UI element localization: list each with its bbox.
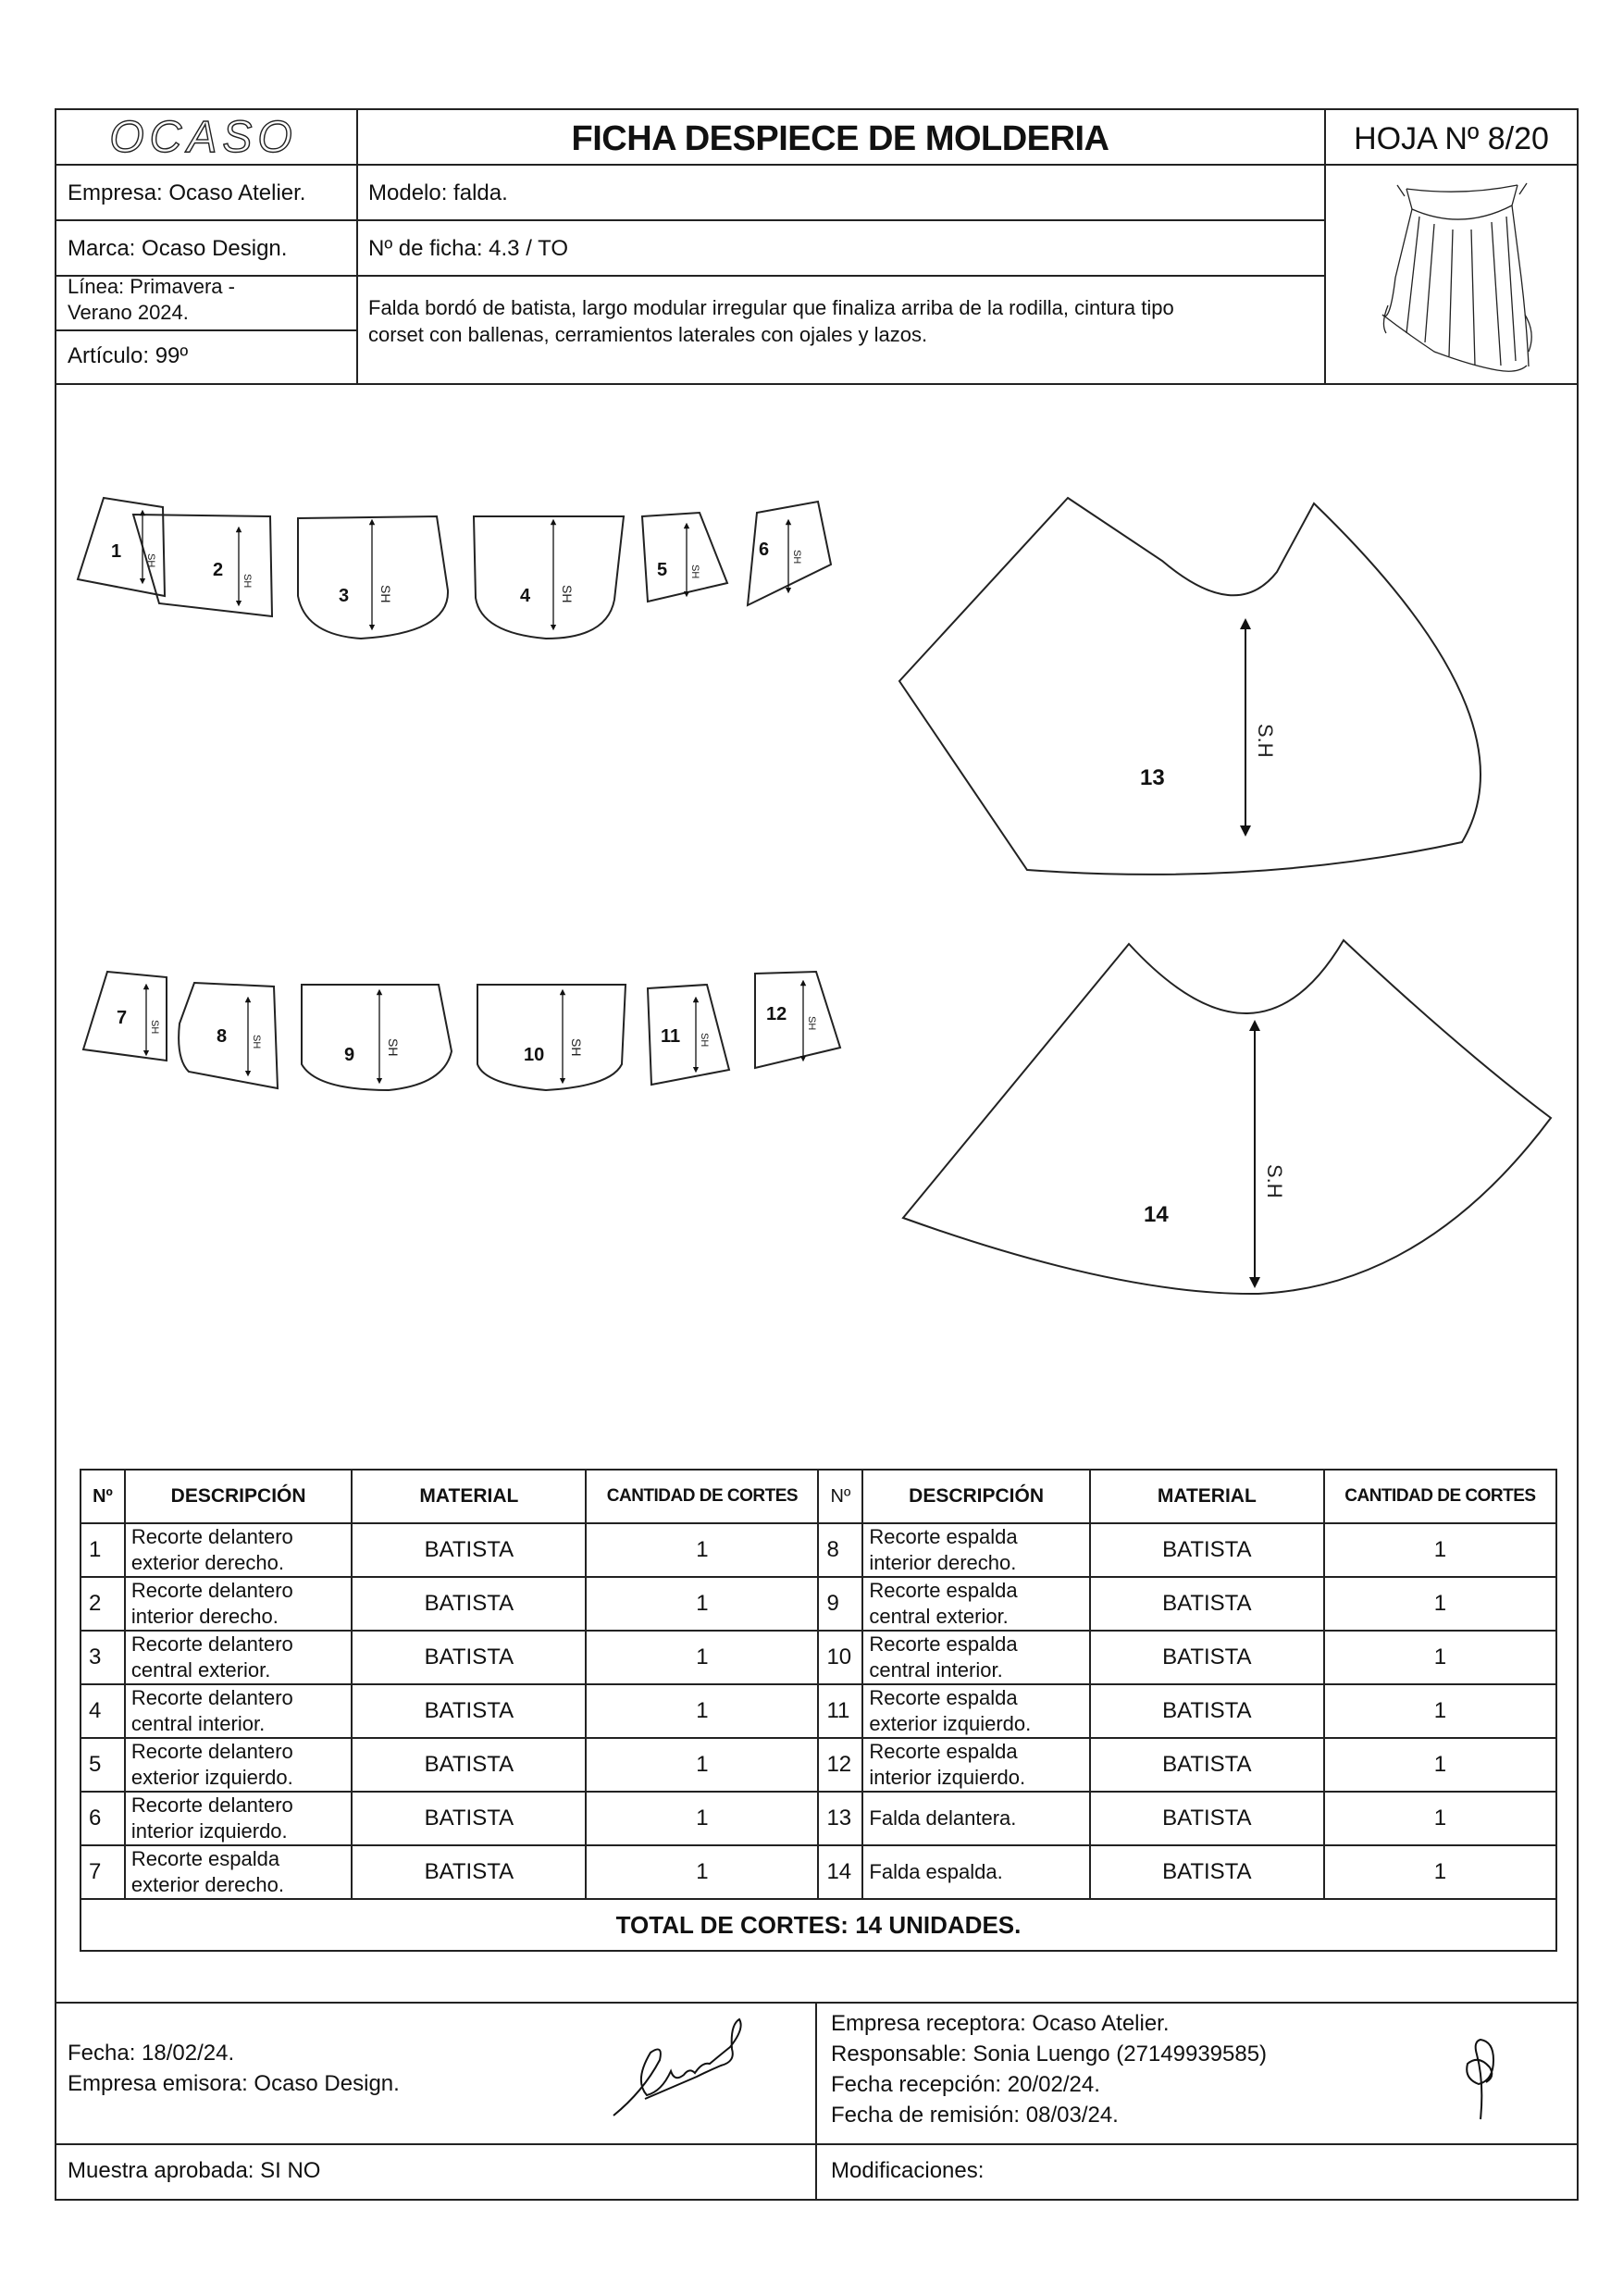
footer-col-divider (815, 2002, 817, 2201)
col-header-qty: CANTIDAD DE CORTES (586, 1470, 818, 1523)
grain-label: SH (378, 585, 393, 603)
row-number: 6 (81, 1792, 125, 1845)
description-line: interior izquierdo. (869, 1766, 1026, 1789)
piece-number: 2 (213, 560, 224, 580)
piece-number: 1 (111, 541, 122, 562)
empresa-label: Empresa: (68, 180, 163, 205)
grain-label: SH (560, 585, 575, 603)
piece-number: 8 (217, 1026, 228, 1047)
linea-value-1: Primavera - (130, 275, 235, 298)
row-number: 7 (81, 1845, 125, 1899)
table-row (81, 1577, 1556, 1631)
piece-number: 14 (1144, 1202, 1169, 1227)
description-line: Recorte espalda (869, 1525, 1018, 1548)
table-row (81, 1792, 1556, 1845)
row-number: 10 (818, 1631, 862, 1684)
description-line: central interior. (130, 1712, 266, 1735)
description-line: Recorte delantero (130, 1579, 293, 1602)
description-cell (862, 1684, 1089, 1738)
quantity-cell: 1 (586, 1577, 818, 1631)
description-line: Recorte espalda (869, 1579, 1018, 1602)
row-number: 14 (818, 1845, 862, 1899)
material-cell: BATISTA (352, 1845, 586, 1899)
col-header-desc: DESCRIPCIÓN (862, 1470, 1089, 1523)
row-number: 3 (81, 1631, 125, 1684)
col-header-num: Nº (81, 1470, 125, 1523)
parts-table (80, 1469, 1557, 1952)
row-number: 1 (81, 1523, 125, 1577)
piece-4 (474, 516, 624, 639)
header-divider (55, 164, 1579, 166)
description-line: exterior derecho. (130, 1551, 284, 1574)
quantity-cell: 1 (586, 1792, 818, 1845)
receiver-signature (1453, 2027, 1518, 2128)
description-cell (862, 1792, 1089, 1845)
material-cell: BATISTA (352, 1792, 586, 1845)
description-cell (125, 1631, 352, 1684)
quantity-cell: 1 (1324, 1523, 1556, 1577)
description-cell (125, 1523, 352, 1577)
material-cell: BATISTA (352, 1523, 586, 1577)
marca-label: Marca: (68, 236, 136, 261)
piece-3 (298, 516, 448, 639)
grain-label-large: S.H (1254, 724, 1277, 758)
material-cell: BATISTA (1090, 1631, 1324, 1684)
piece-number: 11 (661, 1026, 681, 1047)
quantity-cell: 1 (1324, 1792, 1556, 1845)
linea-label: Línea: (68, 275, 125, 298)
description-cell (862, 1631, 1089, 1684)
grain-label: SH (699, 1033, 710, 1048)
material-cell: BATISTA (1090, 1845, 1324, 1899)
description-line: interior derecho. (869, 1551, 1017, 1574)
description-line: central interior. (869, 1658, 1003, 1682)
row-number: 8 (818, 1523, 862, 1577)
description-line: Recorte delantero (130, 1686, 293, 1709)
piece-10 (477, 985, 626, 1090)
row-number: 4 (81, 1684, 125, 1738)
grain-label: SH (145, 553, 156, 568)
piece-number: 6 (759, 540, 770, 560)
piece-number: 12 (766, 1004, 787, 1024)
description-line-1: Falda bordó de batista, largo modular irregular que finaliza arriba de la rodilla, cintura tipo (368, 296, 1174, 319)
receiver-block (831, 2008, 1267, 2130)
piece-number: 10 (524, 1045, 545, 1065)
quantity-cell: 1 (586, 1523, 818, 1577)
description-line: Recorte espalda (869, 1740, 1018, 1763)
linea-value-2: Verano 2024. (68, 301, 189, 324)
quantity-cell: 1 (1324, 1738, 1556, 1792)
row-number: 11 (818, 1684, 862, 1738)
grain-label: SH (569, 1038, 584, 1057)
ocaso-logo (93, 113, 315, 163)
issuer-block (68, 2038, 400, 2099)
quantity-cell: 1 (1324, 1577, 1556, 1631)
modelo-field: Modelo: falda. (368, 180, 508, 205)
material-cell: BATISTA (352, 1738, 586, 1792)
material-cell: BATISTA (1090, 1738, 1324, 1792)
row-number: 5 (81, 1738, 125, 1792)
total-cuts: TOTAL DE CORTES: 14 UNIDADES. (81, 1899, 1556, 1951)
grain-label: SH (689, 565, 700, 579)
description-line: Recorte espalda (130, 1847, 280, 1870)
marca-field (68, 235, 287, 263)
grain-label: SH (791, 550, 802, 565)
material-cell: BATISTA (1090, 1792, 1324, 1845)
quantity-cell: 1 (586, 1845, 818, 1899)
piece-number: 5 (657, 560, 668, 580)
description-cell (125, 1792, 352, 1845)
material-cell: BATISTA (352, 1577, 586, 1631)
piece-number: 4 (520, 586, 531, 606)
receiver-responsible: Responsable: Sonia Luengo (27149939585) (831, 2042, 1268, 2066)
row-number: 12 (818, 1738, 862, 1792)
grain-label: SH (242, 574, 253, 589)
description-cell (125, 1684, 352, 1738)
description-cell (862, 1845, 1089, 1899)
description-line: central exterior. (869, 1605, 1009, 1628)
material-cell: BATISTA (1090, 1523, 1324, 1577)
quantity-cell: 1 (586, 1738, 818, 1792)
material-cell: BATISTA (1090, 1684, 1324, 1738)
description-cell (862, 1738, 1089, 1792)
description-cell (125, 1577, 352, 1631)
col-header-material: MATERIAL (1090, 1470, 1324, 1523)
description-cell (862, 1523, 1089, 1577)
row-divider (55, 219, 1324, 221)
description-line: Recorte espalda (869, 1686, 1018, 1709)
description-line: interior derecho. (130, 1605, 279, 1628)
pattern-pieces-canvas (56, 385, 1579, 1458)
grain-label: SH (386, 1038, 401, 1057)
description-line: Recorte delantero (130, 1740, 293, 1763)
description-cell (125, 1738, 352, 1792)
quantity-cell: 1 (586, 1684, 818, 1738)
table-row (81, 1738, 1556, 1792)
grain-label: SH (149, 1020, 160, 1035)
description-line: Falda delantera. (869, 1806, 1017, 1830)
table-row (81, 1523, 1556, 1577)
table-row (81, 1684, 1556, 1738)
quantity-cell: 1 (586, 1631, 818, 1684)
piece-13 (899, 498, 1481, 875)
grain-label: SH (806, 1016, 817, 1031)
quantity-cell: 1 (1324, 1684, 1556, 1738)
quantity-cell: 1 (1324, 1845, 1556, 1899)
empresa-field (68, 180, 305, 207)
description-line-2: corset con ballenas, cerramientos laterales con ojales y lazos. (368, 323, 928, 346)
sheet-number: HOJA Nº 8/20 (1354, 121, 1549, 156)
material-cell: BATISTA (352, 1631, 586, 1684)
description-line: Recorte delantero (130, 1632, 293, 1656)
piece-number: 7 (117, 1008, 128, 1028)
description-cell (862, 1577, 1089, 1631)
receiver-company: Empresa receptora: Ocaso Atelier. (831, 2011, 1170, 2036)
issuer-signature (606, 2006, 754, 2127)
material-cell: BATISTA (352, 1684, 586, 1738)
piece-14 (903, 940, 1551, 1294)
description-cell (125, 1845, 352, 1899)
marca-value: Ocaso Design. (142, 236, 288, 261)
row-number: 2 (81, 1577, 125, 1631)
description-line: Recorte delantero (130, 1525, 293, 1548)
piece-number: 3 (339, 586, 350, 606)
description-line: exterior derecho. (130, 1873, 284, 1896)
linea-field (68, 274, 235, 326)
table-row (81, 1845, 1556, 1899)
row-number: 9 (818, 1577, 862, 1631)
row-divider (55, 275, 1324, 277)
material-cell: BATISTA (1090, 1577, 1324, 1631)
piece-5 (642, 513, 727, 602)
piece-9 (302, 985, 452, 1090)
description-line: interior izquierdo. (130, 1819, 288, 1843)
reception-date: Fecha recepción: 20/02/24. (831, 2072, 1100, 2097)
description-line: Recorte delantero (130, 1793, 293, 1817)
issue-date: Fecha: 18/02/24. (68, 2041, 235, 2066)
grain-label-large: S.H (1263, 1164, 1286, 1198)
table-row (81, 1631, 1556, 1684)
description-line: Recorte espalda (869, 1632, 1018, 1656)
description-line: central exterior. (130, 1658, 271, 1682)
svg-text:OCASO: OCASO (109, 113, 298, 162)
col-header-desc: DESCRIPCIÓN (125, 1470, 352, 1523)
piece-number: 13 (1140, 765, 1165, 790)
articulo-field: Artículo: 99º (68, 343, 189, 368)
description-line: Falda espalda. (869, 1860, 1003, 1883)
skirt-sketch-image (1379, 176, 1545, 379)
row-divider (55, 329, 356, 331)
description-line: exterior izquierdo. (869, 1712, 1032, 1735)
piece-number: 9 (344, 1045, 355, 1065)
row-number: 13 (818, 1792, 862, 1845)
col-header-qty: CANTIDAD DE CORTES (1324, 1470, 1556, 1523)
table-header-row (81, 1470, 1556, 1523)
description-field (368, 294, 1174, 348)
remission-date: Fecha de remisión: 08/03/24. (831, 2103, 1119, 2128)
col-header-num: Nº (818, 1470, 862, 1523)
ficha-field: Nº de ficha: 4.3 / TO (368, 236, 568, 261)
total-row (81, 1899, 1556, 1951)
sample-approved: Muestra aprobada: SI NO (68, 2158, 321, 2183)
description-line: exterior izquierdo. (130, 1766, 293, 1789)
quantity-cell: 1 (1324, 1631, 1556, 1684)
col-header-material: MATERIAL (352, 1470, 586, 1523)
empresa-value: Ocaso Atelier. (168, 180, 306, 205)
modifications: Modificaciones: (831, 2158, 985, 2183)
issuer-company: Empresa emisora: Ocaso Design. (68, 2071, 400, 2096)
grain-label: SH (251, 1035, 262, 1049)
page-title: FICHA DESPIECE DE MOLDERIA (571, 119, 1109, 158)
